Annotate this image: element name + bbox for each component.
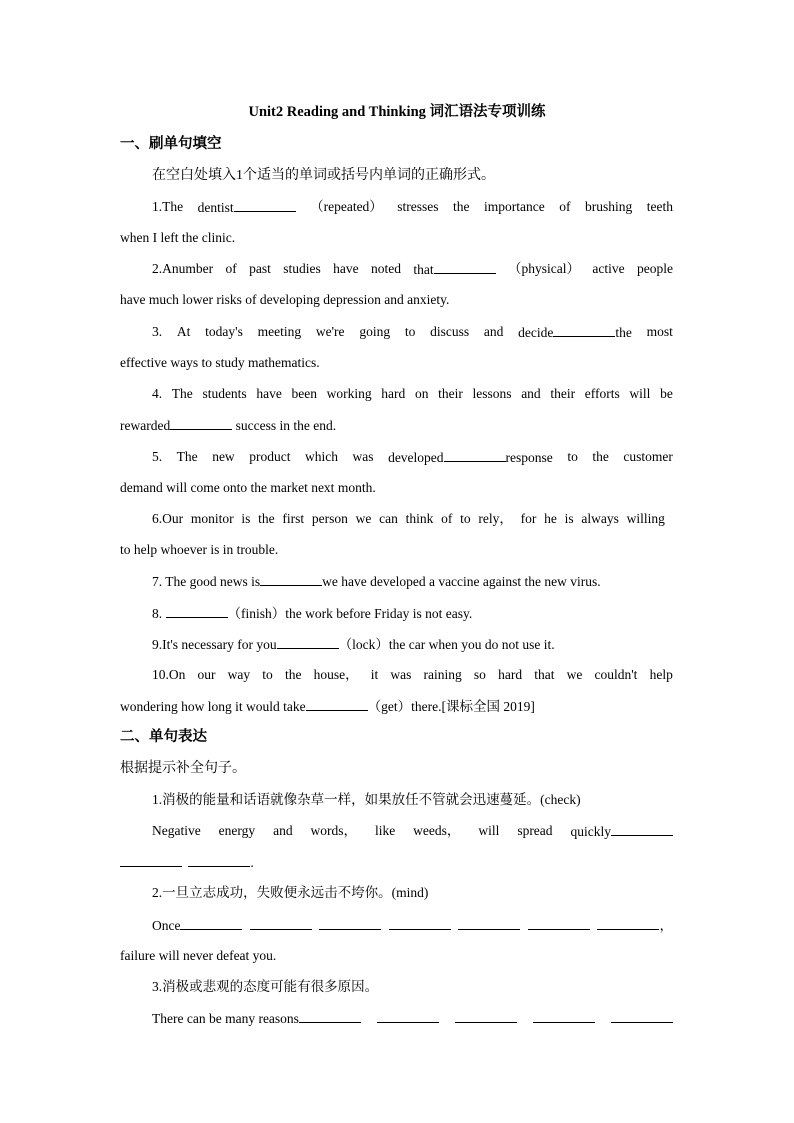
s2-q2-blank-4[interactable]: [389, 917, 451, 930]
page-title: Unit2 Reading and Thinking 词汇语法专项训练: [248, 104, 546, 120]
s2-q2-chinese: 2.一旦立志成功，失败便永远击不垮你。(mind): [152, 885, 429, 900]
q1-line1: 1.The dentist （repeated） stresses the importance of brushing teeth: [152, 199, 673, 215]
q9-blank[interactable]: [277, 636, 339, 649]
q10-line2: wondering how long it would take （get）there.[课标全国 2019]: [120, 699, 535, 714]
section2-instruction: 根据提示补全句子。: [120, 761, 246, 776]
s2-q3-blank-5[interactable]: [611, 1010, 673, 1023]
s2-q3-english-line1: There can be many reasons: [152, 1010, 673, 1027]
q6-line1: 6.Our monitor is the first person we can think of to rely， for he is always willing: [152, 511, 665, 526]
s2-q1-blank-3[interactable]: [188, 854, 250, 867]
q6-line2: to help whoever is in trouble.: [120, 542, 279, 557]
q2-line1: 2.Anumber of past studies have noted that （physical） active people: [152, 261, 673, 277]
q4-line2: rewarded success in the end.: [120, 418, 337, 433]
q8-line: 8. （finish）the work before Friday is not easy.: [152, 606, 473, 621]
q3-line1: 3. At today's meeting we're going to discuss and decide the most: [152, 324, 673, 340]
q9-line: 9.It's necessary for you （lock）the car when you do not use it.: [152, 637, 555, 652]
q7-blank[interactable]: [260, 573, 322, 586]
s2-q1-blank-1[interactable]: [611, 823, 673, 836]
s2-q3-blank-2[interactable]: [377, 1010, 439, 1023]
s2-q3-blank-1[interactable]: [299, 1010, 361, 1023]
section1-heading: 一、刷单句填空: [120, 136, 222, 152]
q5-blank[interactable]: [444, 449, 506, 462]
q8-blank[interactable]: [166, 605, 228, 618]
s2-q1-english-line1: Negative energy and words， like weeds， will spread quickly: [152, 823, 673, 840]
s2-q2-blank-2[interactable]: [250, 917, 312, 930]
s2-q2-blank-5[interactable]: [458, 917, 520, 930]
q10-line1: 10.On our way to the house， it was raining so hard that we couldn't help: [152, 667, 673, 682]
s2-q3-blank-4[interactable]: [533, 1010, 595, 1023]
section2-heading: 二、单句表达: [120, 729, 207, 745]
q1-line2: when I left the clinic.: [120, 230, 236, 245]
s2-q3-chinese: 3.消极或悲观的态度可能有很多原因。: [152, 979, 379, 994]
s2-q2-blank-1[interactable]: [180, 917, 242, 930]
q1-blank[interactable]: [234, 199, 296, 212]
s2-q2-blank-3[interactable]: [319, 917, 381, 930]
q10-blank[interactable]: [306, 698, 368, 711]
s2-q3-blank-3[interactable]: [455, 1010, 517, 1023]
s2-q1-blank-2[interactable]: [120, 854, 182, 867]
q4-line1: 4. The students have been working hard on their lessons and their efforts will be: [152, 386, 673, 401]
q7-line: 7. The good news is we have developed a vaccine against the new virus.: [152, 574, 601, 589]
q2-line2: have much lower risks of developing depression and anxiety.: [120, 292, 450, 307]
q3-blank[interactable]: [553, 324, 615, 337]
s2-q2-blank-6[interactable]: [528, 917, 590, 930]
q2-blank[interactable]: [434, 261, 496, 274]
section1-instruction: 在空白处填入1个适当的单词或括号内单词的正确形式。: [152, 168, 495, 183]
s2-q2-blank-7[interactable]: [597, 917, 659, 930]
q5-line1: 5. The new product which was developed response to the customer: [152, 449, 673, 465]
s2-q2-english-line1: Once ，: [152, 918, 673, 933]
s2-q1-english-line2: .: [120, 854, 254, 871]
s2-q2-english-line2: failure will never defeat you.: [120, 948, 277, 963]
q5-line2: demand will come onto the market next month.: [120, 480, 376, 495]
q4-blank[interactable]: [170, 417, 232, 430]
q3-line2: effective ways to study mathematics.: [120, 355, 320, 370]
s2-q1-chinese: 1.消极的能量和话语就像杂草一样，如果放任不管就会迅速蔓延。(check): [152, 792, 581, 807]
